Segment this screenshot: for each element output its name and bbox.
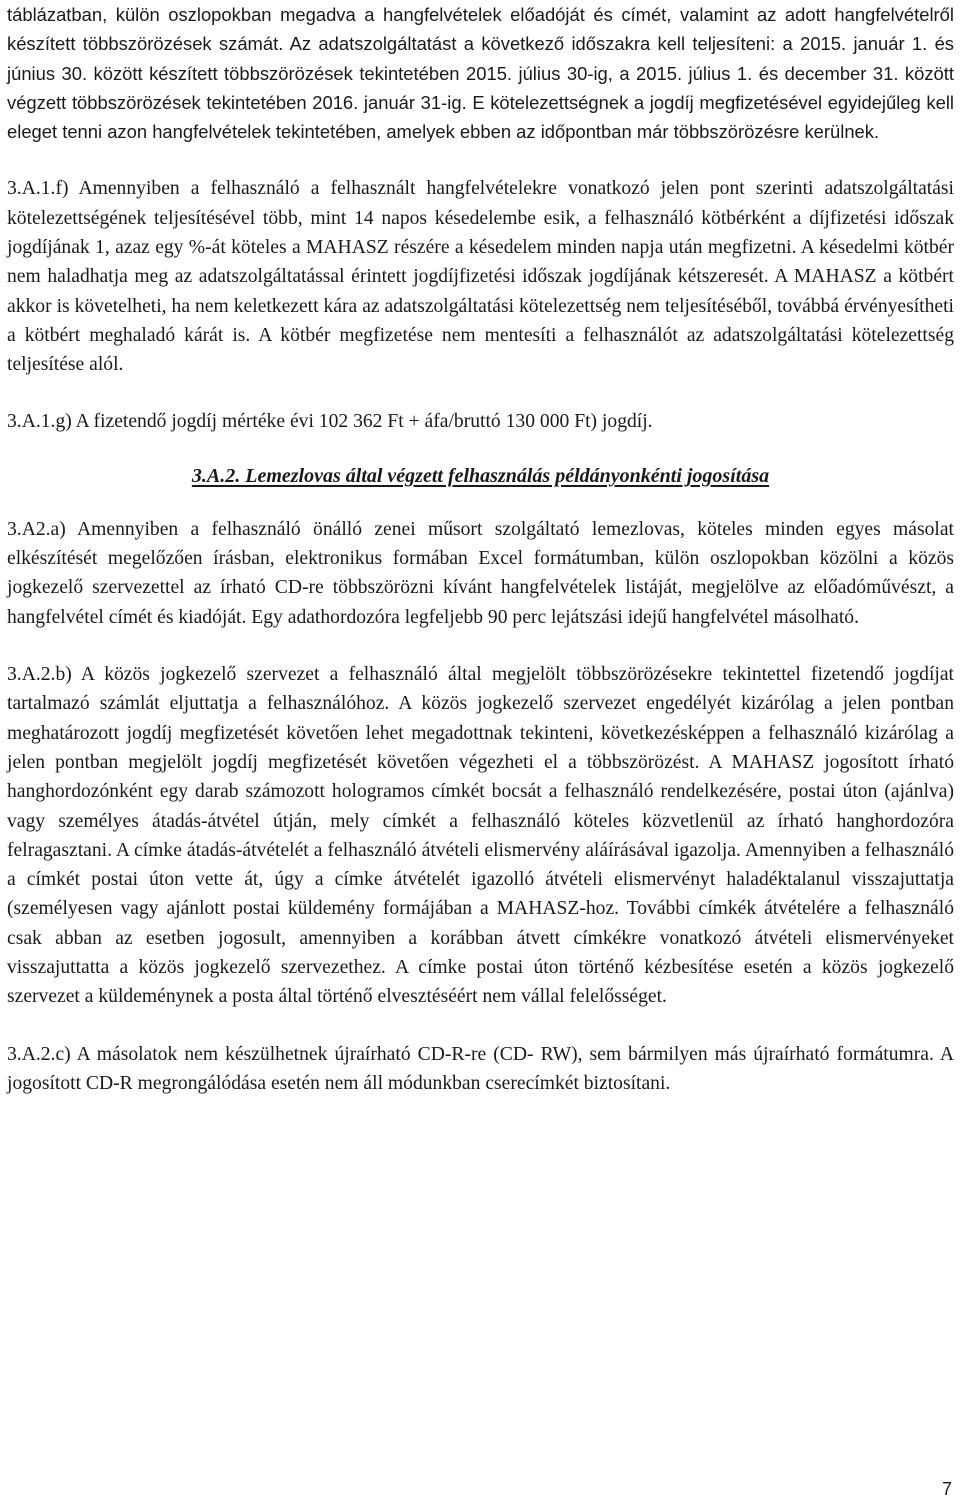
paragraph-3a2a: 3.A2.a) Amennyiben a felhasználó önálló zenei műsort szolgáltató lemezlovas, köteles minden egyes másolat elkészítését megelőzően írásban, elektronikus formában Excel formátumban, külön oszlopokban közölni a közös jogkezelő szervezettel az írható CD-re többszörözni kívánt hangfelvételek listáját, megjelölve az előadóművészt, a hangfelvétel címét és kiadóját. Egy adathordozóra legfeljebb 90 perc lejátszási idejű hangfelvétel másolható. xyxy=(7,518,954,628)
paragraph-3a1f: 3.A.1.f) Amennyiben a felhasználó a felhasznált hangfelvételekre vonatkozó jelen pont szerinti adatszolgáltatási kötelezettségének teljesítésével több, mint 14 napos késedelembe esik, a felhasználó kötbérként a díjfizetési időszak jogdíjának 1, azaz egy %-át köteles a MAHASZ részére a késedelem minden napja után megfizetni. A késedelmi kötbér nem haladhatja meg az adatszolgáltatással érintett jogdíjfizetési időszak jogdíjának kétszeresét. A MAHASZ a kötbért akkor is követelheti, ha nem keletkezett kára az adatszolgáltatási kötelezettség nem teljesítéséből, továbbá érvényesítheti a kötbért meghaladó kárát is. A kötbér megfizetése nem mentesíti a felhasználót az adatszolgáltatási kötelezettség teljesítése alól. xyxy=(7,178,954,376)
document-page xyxy=(7,0,954,1098)
paragraph-3a1g: 3.A.1.g) A fizetendő jogdíj mértéke évi 102 362 Ft + áfa/bruttó 130 000 Ft) jogdíj. xyxy=(7,410,653,432)
intro-paragraph: táblázatban, külön oszlopokban megadva a hangfelvételek előadóját és címét, valamint az adott hangfelvételről készített többszörözések számát. Az adatszolgáltatást a következő időszakra kell teljesíteni: a 2015. január 1. és június 30. között készített többszörözések tekintetében 2015. július 30-ig, a 2015. július 1. és december 31. között végzett többszörözések tekintetében 2016. január 31-ig. E kötelezettségnek a jogdíj megfizetésével egyidejűleg kell eleget tenni azon hangfelvételek tekintetében, amelyek ebben az időpontban már többszörözésre kerülnek. xyxy=(7,4,954,143)
page-number: 7 xyxy=(941,1479,952,1499)
paragraph-3a2b: 3.A.2.b) A közös jogkezelő szervezet a felhasználó által megjelölt többszörözésekre tekintettel fizetendő jogdíjat tartalmazó számlát eljuttatja a felhasználóhoz. A közös jogkezelő szervezet engedélyét kizárólag a jelen pontban meghatározott jogdíj megfizetését követően lehet megadottnak tekinteni, következésképpen a felhasználó kizárólag a jelen pontban megjelölt jogdíj megfizetését követően végezheti el a többszörözést. A MAHASZ jogosított írható hanghordozónként egy darab számozott hologramos címkét bocsát a felhasználó rendelkezésére, postai úton (ajánlva) vagy személyes átadás-átvétel útján, mely címkét a felhasználó köteles közvetlenül az írható hanghordozóra felragasztani. A címke átadás-átvételét a felhasználó átvételi elismervény aláírásával igazolja. Amennyiben a felhasználó a címkét postai úton vette át, úgy a címke átvételét igazolló átvételi elismervényt haladéktalanul visszajuttatja (személyesen vagy ajánlott postai küldemény formájában a MAHASZ-hoz. További címkék átvételére a felhasználó csak abban az esetben jogosult, amennyiben a korábban átvett címkékre vonatkozó átvételi elismervényeket visszajuttatta a közös jogkezelő szervezethez. A címke postai úton történő kézbesítése esetén a közös jogkezelő szervezet a küldeménynek a posta által történő elvesztéséért nem vállal felelősséget. xyxy=(7,664,954,1008)
paragraph-3a2c: 3.A.2.c) A másolatok nem készülhetnek újraírható CD-R-re (CD- RW), sem bármilyen más újraírható formátumra. A jogosított CD-R megrongálódása esetén nem áll módunkban cserecímkét biztosítani. xyxy=(7,1043,954,1094)
section-heading: 3.A.2. Lemezlovas által végzett felhasználás példányonkénti jogosítása xyxy=(191,464,770,487)
